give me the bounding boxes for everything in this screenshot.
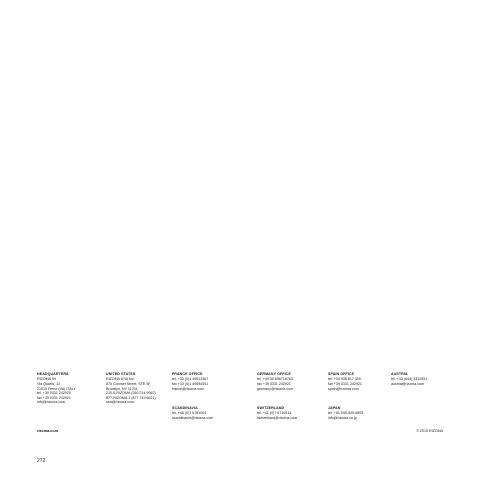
office-spain <box>328 372 362 391</box>
office-email: spain@rizoma.com <box>328 386 359 391</box>
office-email: switzerland@rizoma.com <box>257 415 298 420</box>
office-email: germany@rizoma.com <box>257 386 294 391</box>
office-name: HEADQUARTERS <box>37 372 69 376</box>
office-line: tel. +39 0331 242920 <box>37 391 71 396</box>
office-line: 877-RIZOMA-1 (877.749.6621) <box>106 395 156 400</box>
office-email: austria@rizoma.com <box>391 381 425 386</box>
office-line: tel. +41 (0)7 6710514 <box>257 411 292 416</box>
office-email: scandinavia@rizoma.com <box>172 415 214 420</box>
office-germany <box>257 372 293 391</box>
office-name: SWITZERLAND <box>257 406 285 410</box>
office-line: tel. +81 045-825-6895 <box>328 411 364 416</box>
office-line: RIZOMA Srl <box>37 377 57 382</box>
office-austria <box>391 372 427 387</box>
office-email: info@rizoma.com <box>37 400 66 405</box>
office-headquarters <box>37 372 76 405</box>
office-line: 21010 Ferno (VA) ITALY <box>37 386 76 391</box>
office-name: FRANCE OFFICE <box>172 372 203 376</box>
office-line: tel. +33 (0)1 49613367 <box>172 377 209 382</box>
office-name: AUSTRIA <box>391 372 408 376</box>
copyright-notice: © 2019 RIZOMA <box>416 429 443 433</box>
office-line: 875 Coronet Street, STE 5F <box>106 381 151 386</box>
office-name: SPAIN OFFICE <box>328 372 355 376</box>
office-line: fax +39 0331 242921 <box>328 381 362 386</box>
office-line: Brooklyn, NY 11231 <box>106 386 138 391</box>
office-line: RIZOMA USA Inc. <box>106 377 135 382</box>
office-japan <box>328 406 363 421</box>
office-name: GERMANY OFFICE <box>257 372 291 376</box>
office-line: tel. +34 936 817 309 <box>328 377 361 382</box>
office-name: UNITED STATES <box>106 372 136 376</box>
office-email: info@rizoma.co.jp <box>328 415 357 420</box>
office-line: 210-0-RIZOMA (260.214.9062) <box>106 391 156 396</box>
office-line: tel. +43 (644) 3312551 <box>391 377 428 382</box>
office-email: france@rizoma.com <box>172 386 205 391</box>
office-name: SCANDINAVIA <box>172 406 198 410</box>
office-france <box>172 372 208 391</box>
office-united-states <box>106 372 156 405</box>
office-line: fax +33 (0)1 49694541 <box>172 381 209 386</box>
website-link[interactable]: rizoma.com <box>37 429 59 433</box>
office-scandinavia <box>172 406 213 421</box>
page-number: 272 <box>37 458 46 464</box>
office-line: fax +39 0331 242921 <box>257 381 291 386</box>
office-line: tel. +46 (0)7 6781004 <box>172 411 207 416</box>
office-line: Via Quarto, 12 <box>37 381 61 386</box>
office-switzerland <box>257 406 297 421</box>
office-line: fax +39 0331 242921 <box>37 395 71 400</box>
office-email: usa@rizoma.com <box>106 400 135 405</box>
office-line: tel. +49 30 896718763 <box>257 377 293 382</box>
office-name: JAPAN <box>328 406 341 410</box>
